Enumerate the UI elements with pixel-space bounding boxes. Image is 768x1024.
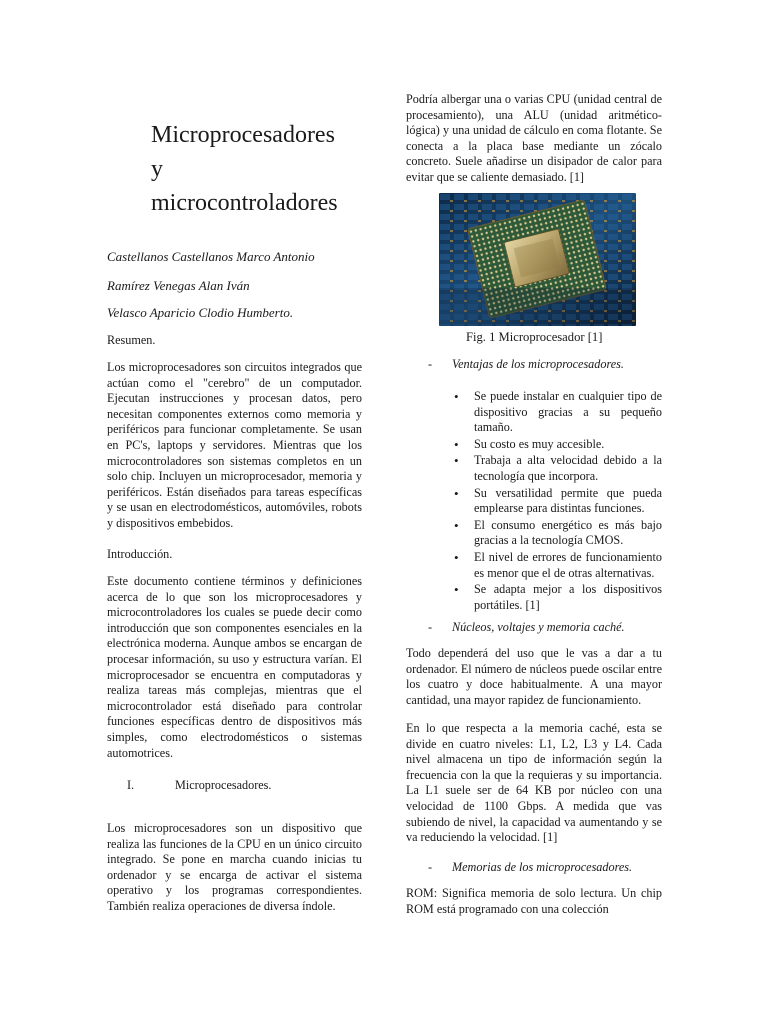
document-title — [151, 118, 371, 220]
intro-heading: Introducción. — [107, 547, 173, 561]
list-item: • Trabaja a alta velocidad debido a la tecnología que incorpora. — [454, 453, 662, 484]
list-item: • El nivel de errores de funcionamiento es menor que el de otras alternativas. — [454, 550, 662, 581]
memorias-heading — [428, 860, 632, 875]
list-item: • Se puede instalar en cualquier tipo de dispositivo gracias a su pequeño tamaño. — [454, 389, 662, 436]
rom-paragraph: ROM: Significa memoria de solo lectura. Un chip ROM está programado con una colección — [406, 886, 662, 916]
cpu-chip-icon — [439, 193, 636, 326]
section-1-number: I. — [127, 778, 135, 792]
ventajas-list — [454, 389, 662, 614]
author-1: Castellanos Castellanos Marco Antonio — [107, 249, 315, 264]
figure-caption: Fig. 1 Microprocesador [1] — [466, 330, 603, 344]
ventajas-heading — [428, 357, 624, 372]
cpu-description-paragraph: Podría albergar una o varias CPU (unidad central de procesamiento), una ALU (unidad aritmético-lógica) y una unidad de cálculo en coma flotante. Se conecta a la placa base mediante un zócalo concreto. Suele añadirse un disipador de calor para evitar que se caliente demasiado. [1] — [406, 92, 662, 184]
intro-paragraph: Este documento contiene términos y definiciones acerca de lo que son los microprocesadores y microcontroladores los cuales se puede decir como introducción que son componentes esenciales en la electrónica moderna. Aunque ambos se encargan de procesar información, su uso y estructura varían. El microprocesador se encuentra en computadoras y realiza tareas más complejas, mientras que el microcontrolador está diseñado para controlar funciones específicas dentro de dispositivos más simples, como electrodomésticos o sistemas automotrices. — [107, 574, 362, 760]
author-2: Ramírez Venegas Alan Iván — [107, 278, 250, 293]
ventajas-heading-text: Ventajas de los microprocesadores. — [452, 357, 624, 371]
section-1-title: Microprocesadores. — [175, 778, 272, 792]
list-item: • Su costo es muy accesible. — [454, 437, 662, 453]
dash-marker: - — [428, 860, 433, 874]
dash-marker: - — [428, 620, 433, 634]
list-item: • Se adapta mejor a los dispositivos portátiles. [1] — [454, 582, 662, 613]
section-1-paragraph: Los microprocesadores son un dispositivo que realiza las funciones de la CPU en un único circuito integrado. Se pone en marcha cuando inicias tu ordenador y se encarga de activar el sistema operativo y los programas correspondientes. También realiza operaciones de diversa índole. — [107, 821, 362, 913]
section-1-heading — [127, 778, 271, 793]
nucleos-paragraph: Todo dependerá del uso que le vas a dar a tu ordenador. El número de núcleos puede oscilar entre los cuatro y doce habitualmente. A una mayor cantidad, una mayor rapidez de funcionamiento. — [406, 646, 662, 707]
title-line-2: y — [151, 156, 163, 182]
title-line-3: microcontroladores — [151, 190, 338, 216]
cache-paragraph: En lo que respecta a la memoria caché, esta se divide en cuatro niveles: L1, L2, L3 y L4. Cada nivel almacena un tipo de información según la frecuencia con la que la requieras y su importancia. La L1 suele ser de 64 KB por núcleo con una velocidad de 1100 Gbps. A medida que vas subiendo de nivel, la capacidad va aumentando y se va reduciendo la velocidad. [1] — [406, 721, 662, 845]
cpu-chip-photo — [439, 193, 636, 326]
dash-marker: - — [428, 357, 433, 371]
memorias-heading-text: Memorias de los microprocesadores. — [452, 860, 633, 874]
resumen-heading: Resumen. — [107, 333, 156, 347]
list-item: • Su versatilidad permite que pueda emplearse para distintas funciones. — [454, 486, 662, 517]
author-3: Velasco Aparicio Clodio Humberto. — [107, 305, 294, 320]
list-item: • El consumo energético es más bajo gracias a la tecnología CMOS. — [454, 518, 662, 549]
title-line-1: Microprocesadores — [151, 122, 335, 148]
resumen-paragraph: Los microprocesadores son circuitos integrados que actúan como el "cerebro" de un computador. Ejecutan instrucciones y procesan datos, pero necesitan componentes externos como memoria y periféricos para funcionar completamente. Se usan en PC's, laptops y servidores. Mientras que los microcontroladores son sistemas completos en un solo chip. Incluyen un microprocesador, memoria y periféricos. Están diseñados para tareas específicas y se usan en electrodomésticos, automóviles, robots y dispositivos embebidos. — [107, 360, 362, 530]
nucleos-heading-text: Núcleos, voltajes y memoria caché. — [452, 620, 625, 634]
nucleos-heading — [428, 620, 625, 635]
